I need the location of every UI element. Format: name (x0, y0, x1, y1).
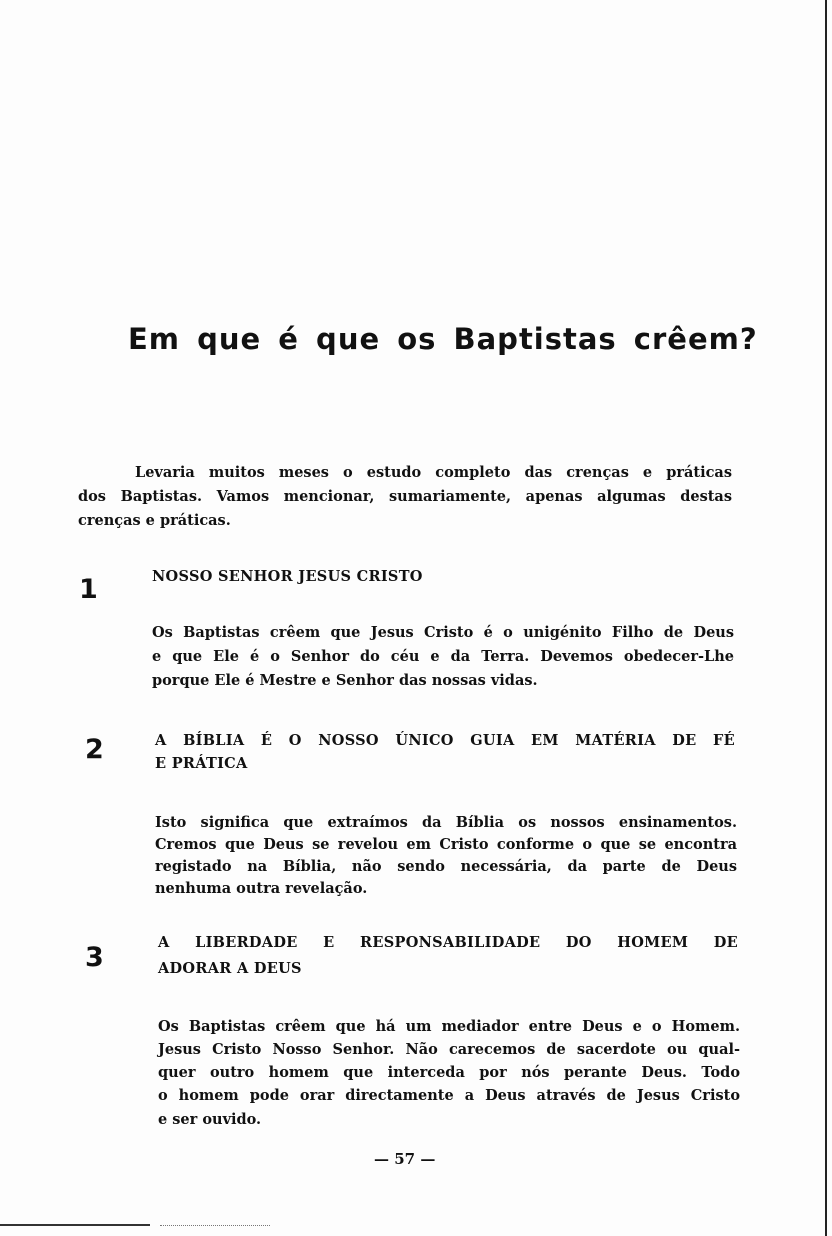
body-line: Isto significa que extraímos da Bíblia os nossos ensinamentos. (155, 814, 737, 831)
intro-line: Levaria muitos meses o estudo completo das crenças e práticas (135, 464, 732, 481)
body-line: porque Ele é Mestre e Senhor das nossas vidas. (152, 672, 538, 689)
section-heading: A LIBERDADE E RESPONSABILIDADE DO HOMEM DE (158, 934, 738, 951)
body-line: registado na Bíblia, não sendo necessária, da parte de Deus (155, 858, 737, 875)
page-number: — 57 — (374, 1150, 436, 1168)
intro-line: crenças e práticas. (78, 512, 231, 529)
body-line: e ser ouvido. (158, 1111, 262, 1128)
section-heading: ADORAR A DEUS (158, 960, 302, 977)
page-edge-line (825, 0, 827, 1236)
section-heading: A BÍBLIA É O NOSSO ÚNICO GUIA EM MATÉRIA DE FÉ (155, 732, 735, 749)
section-number: 2 (85, 734, 104, 765)
bottom-rule (0, 1224, 150, 1226)
body-line: nenhuma outra revelação. (155, 880, 368, 897)
body-line: e que Ele é o Senhor do céu e da Terra. Devemos obedecer-Lhe (152, 648, 734, 665)
body-line: Os Baptistas crêem que Jesus Cristo é o unigénito Filho de Deus (152, 624, 734, 641)
page-title: Em que é que os Baptistas crêem? (128, 322, 758, 356)
body-line: Jesus Cristo Nosso Senhor. Não carecemos de sacerdote ou qual- (158, 1041, 740, 1058)
intro-line: dos Baptistas. Vamos mencionar, sumariamente, apenas algumas destas (78, 488, 732, 505)
section-number: 3 (85, 942, 104, 973)
body-line: Cremos que Deus se revelou em Cristo conforme o que se encontra (155, 836, 737, 853)
body-line: quer outro homem que interceda por nós perante Deus. Todo (158, 1064, 740, 1081)
bottom-dotted-rule (160, 1225, 270, 1227)
body-line: Os Baptistas crêem que há um mediador entre Deus e o Homem. (158, 1018, 740, 1035)
section-number: 1 (79, 574, 98, 605)
section-heading: E PRÁTICA (155, 755, 248, 772)
section-heading: NOSSO SENHOR JESUS CRISTO (152, 568, 423, 585)
body-line: o homem pode orar directamente a Deus através de Jesus Cristo (158, 1087, 740, 1104)
